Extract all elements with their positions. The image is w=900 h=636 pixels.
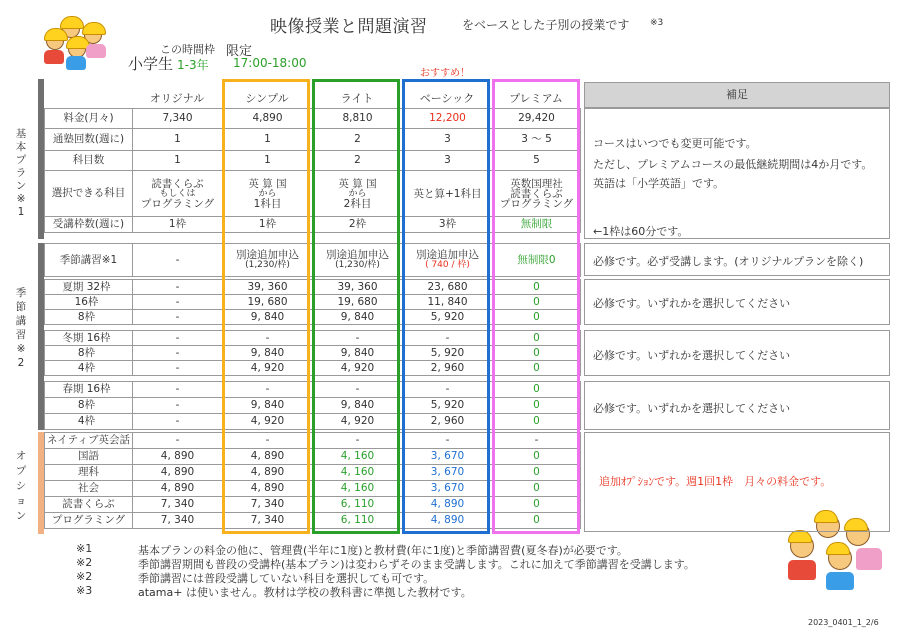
seasonal-row-value: 39, 360 (223, 280, 313, 295)
seasonal-row-value: 4, 920 (223, 414, 313, 430)
table-row (45, 382, 581, 398)
option-value: 3, 670 (403, 449, 493, 465)
supplement-summer (584, 279, 890, 325)
seasonal-row-value: 5, 920 (403, 398, 493, 414)
seasonal-row-label: 冬期 16枠 (45, 331, 133, 346)
option-value: - (493, 433, 581, 449)
option-label: ネイティブ英会話 (45, 433, 133, 449)
supplement-winter (584, 330, 890, 376)
seasonal-row-value: 19, 680 (223, 295, 313, 310)
selectable-value: 英 算 国 から 2科目 (313, 171, 403, 217)
supplement-line: 必修です。いずれかを選択してください (593, 349, 791, 362)
seasonal-row-value: - (133, 414, 223, 430)
table-row (45, 129, 581, 151)
option-value: 4, 160 (313, 449, 403, 465)
selectable-value: 読書くらぶ もしくは プログラミング (133, 171, 223, 217)
table-row (45, 497, 581, 513)
col-header-original: オリジナル (149, 91, 205, 105)
kid-face-icon (828, 546, 852, 570)
supplement-line: コースはいつでも変更可能です。 (593, 137, 757, 150)
option-value: 0 (493, 465, 581, 481)
seasonal-group-table (44, 330, 581, 376)
kid-face-icon (790, 534, 814, 558)
option-value: 4, 890 (133, 465, 223, 481)
col-header-premium: プレミアム (509, 91, 563, 105)
seasonal-row-value: - (223, 382, 313, 398)
subjects-label: 科目数 (45, 151, 133, 171)
seasonal-row-value: 23, 680 (403, 280, 493, 295)
seasonal-row-value: 0 (493, 346, 581, 361)
seasonal-row-value: - (403, 382, 493, 398)
visits-value: 3 ～ 5 (493, 129, 581, 151)
seasonal-row-label: 8枠 (45, 398, 133, 414)
seasonal-row-value: - (133, 398, 223, 414)
grade-label: 小学生 (128, 55, 174, 73)
seasonal-row-value: 39, 360 (313, 280, 403, 295)
seasonal-row-value: - (403, 331, 493, 346)
option-value: 7, 340 (133, 497, 223, 513)
time-range: 17:00-18:00 (233, 56, 307, 70)
seasonal-row-label: 4枠 (45, 414, 133, 430)
column-header-table (132, 88, 580, 108)
seasonal-row-value: 0 (493, 295, 581, 310)
seasonal-row-value: - (133, 310, 223, 325)
option-value: 4, 890 (133, 481, 223, 497)
seasonal-row-label: 8枠 (45, 310, 133, 325)
slots-value: 3枠 (403, 217, 493, 233)
table-row (45, 414, 581, 430)
option-value: 0 (493, 481, 581, 497)
visits-value: 1 (133, 129, 223, 151)
supplement-basic-box (584, 108, 890, 239)
supplement-spring (584, 381, 890, 430)
fee-value: 29,420 (493, 109, 581, 129)
slots-value: 無制限 (493, 217, 581, 233)
seasonal-row-value: 9, 840 (313, 398, 403, 414)
option-value: 4, 890 (133, 449, 223, 465)
subjects-value: 1 (223, 151, 313, 171)
option-value: - (313, 433, 403, 449)
seasonal-value: - (133, 244, 223, 277)
subjects-value: 2 (313, 151, 403, 171)
table-row (45, 398, 581, 414)
selectable-value: 英 算 国 から 1科目 (223, 171, 313, 217)
table-row (45, 244, 581, 277)
seasonal-row-value: 0 (493, 398, 581, 414)
basic-plan-table (44, 108, 581, 233)
seasonal-row-value: 0 (493, 280, 581, 295)
table-row (45, 481, 581, 497)
kid-face-icon (46, 32, 64, 50)
option-label: 理科 (45, 465, 133, 481)
seasonal-row-value: 9, 840 (313, 310, 403, 325)
seasonal-row-value: - (133, 346, 223, 361)
table-row (45, 280, 581, 295)
seasonal-row-value: 0 (493, 331, 581, 346)
seasonal-row-value: 5, 920 (403, 310, 493, 325)
table-row (45, 310, 581, 325)
grade-range: 1-3年 (177, 58, 209, 72)
selectable-value: 英数国理社 読書くらぶ プログラミング (493, 171, 581, 217)
seasonal-row-value: 2, 960 (403, 414, 493, 430)
subjects-value: 5 (493, 151, 581, 171)
option-value: - (403, 433, 493, 449)
page-subtitle: をベースとした子別の授業です (462, 18, 630, 32)
seasonal-row-value: 0 (493, 382, 581, 398)
table-row (45, 331, 581, 346)
seasonal-row-value: 9, 840 (223, 346, 313, 361)
supplement-line: 英語は「小学英語」です。 (593, 177, 725, 190)
seasonal-value: 別途追加申込 (1,230/枠) (313, 244, 403, 277)
supplement-line: 必修です。いずれかを選択してください (593, 297, 791, 310)
section-label-basic: 基本プラン※1 (15, 128, 27, 218)
option-value: 4, 890 (223, 481, 313, 497)
option-value: 3, 670 (403, 465, 493, 481)
seasonal-value: 無制限0 (493, 244, 581, 277)
seasonal-row-value: 5, 920 (403, 346, 493, 361)
option-value: 6, 110 (313, 497, 403, 513)
seasonal-row-value: 0 (493, 310, 581, 325)
seasonal-row-value: 4, 920 (313, 414, 403, 430)
seasonal-row-label: 春期 16枠 (45, 382, 133, 398)
slots-value: 2枠 (313, 217, 403, 233)
seasonal-row-value: 4, 920 (223, 361, 313, 376)
option-label: 読書くらぶ (45, 497, 133, 513)
fee-value: 7,340 (133, 109, 223, 129)
option-value: 7, 340 (223, 497, 313, 513)
visits-value: 1 (223, 129, 313, 151)
option-value: 4, 160 (313, 481, 403, 497)
table-row (45, 346, 581, 361)
option-value: 0 (493, 497, 581, 513)
option-value: 7, 340 (223, 513, 313, 529)
seasonal-row-value: - (133, 280, 223, 295)
option-value: 6, 110 (313, 513, 403, 529)
supplement-slot-note: ←1枠は60分です。 (593, 225, 689, 238)
recommend-label: おすすめ！ (420, 68, 471, 79)
option-label: 国語 (45, 449, 133, 465)
fee-value: 12,200 (403, 109, 493, 129)
seasonal-row-value: 19, 680 (313, 295, 403, 310)
seasonal-row-value: 4, 920 (313, 361, 403, 376)
table-row (45, 151, 581, 171)
supplement-line: 必修です。いずれかを選択してください (593, 402, 791, 415)
subjects-value: 1 (133, 151, 223, 171)
col-header-basic: ベーシック (419, 91, 475, 105)
seasonal-group-table (44, 381, 581, 430)
slots-value: 1枠 (133, 217, 223, 233)
slots-label: 受講枠数(週に) (45, 217, 133, 233)
option-value: 4, 890 (403, 497, 493, 513)
selectable-label: 選択できる科目 (45, 171, 133, 217)
seasonal-row-label: 夏期 32枠 (45, 280, 133, 295)
seasonal-row-value: - (313, 382, 403, 398)
document-id: 2023_0401_1_2/6 (808, 618, 879, 627)
supplement-option (584, 432, 890, 532)
visits-value: 3 (403, 129, 493, 151)
kids-illustration-top (40, 16, 110, 68)
seasonal-row-value: - (133, 295, 223, 310)
supplement-option-note: 追加ｵﾌﾟｼｮﾝです。週1回1枠 月々の料金です。 (599, 475, 832, 488)
table-row (45, 449, 581, 465)
option-value: 4, 890 (403, 513, 493, 529)
option-value: 7, 340 (133, 513, 223, 529)
seasonal-row-value: - (133, 331, 223, 346)
limit-label: この時間枠 (160, 43, 215, 56)
option-value: 4, 890 (223, 449, 313, 465)
option-value: 0 (493, 513, 581, 529)
seasonal-row-value: 11, 840 (403, 295, 493, 310)
supplement-seasonal-main (584, 243, 890, 276)
option-value: - (223, 433, 313, 449)
seasonal-row-value: - (133, 382, 223, 398)
seasonal-row-label: 16枠 (45, 295, 133, 310)
visits-value: 2 (313, 129, 403, 151)
option-value: 4, 160 (313, 465, 403, 481)
table-row (45, 361, 581, 376)
seasonal-row-value: 0 (493, 414, 581, 430)
subjects-value: 3 (403, 151, 493, 171)
option-value: 3, 670 (403, 481, 493, 497)
table-row (45, 109, 581, 129)
seasonal-value: 別途追加申込 (1,230/枠) (223, 244, 313, 277)
seasonal-row-value: 9, 840 (223, 310, 313, 325)
fee-value: 4,890 (223, 109, 313, 129)
supplement-line: ただし、プレミアムコースの最低継続期間は4か月です。 (593, 158, 873, 171)
option-label: プログラミング (45, 513, 133, 529)
section-label-seasonal: 季節講習※2 (15, 287, 27, 369)
section-label-option: オプション (15, 450, 27, 522)
option-value: - (133, 433, 223, 449)
options-table (44, 432, 581, 529)
visits-label: 通塾回数(週に) (45, 129, 133, 151)
fee-value: 8,810 (313, 109, 403, 129)
seasonal-row-label: 4枠 (45, 361, 133, 376)
table-row (45, 171, 581, 217)
seasonal-row-value: 0 (493, 361, 581, 376)
table-row (45, 465, 581, 481)
seasonal-group-table (44, 279, 581, 325)
seasonal-label: 季節講習※1 (45, 244, 133, 277)
subtitle-note: ※3 (650, 18, 664, 28)
seasonal-row-value: 2, 960 (403, 361, 493, 376)
option-value: 0 (493, 449, 581, 465)
page-title: 映像授業と問題演習 (270, 17, 428, 37)
seasonal-row-value: 9, 840 (313, 346, 403, 361)
table-row (45, 513, 581, 529)
seasonal-value: 別途追加申込 ( 740 / 枠) (403, 244, 493, 277)
supplement-header: 補足 (584, 82, 890, 108)
seasonal-row-value: - (313, 331, 403, 346)
slots-value: 1枠 (223, 217, 313, 233)
limit-word: 限定 (226, 44, 253, 59)
fee-label: 料金(月々) (45, 109, 133, 129)
option-value: 4, 890 (223, 465, 313, 481)
col-header-light: ライト (340, 91, 374, 105)
seasonal-row-value: - (133, 361, 223, 376)
selectable-value: 英と算+1科目 (403, 171, 493, 217)
seasonal-row-value: - (223, 331, 313, 346)
seasonal-main-table (44, 243, 581, 277)
col-header-simple: シンプル (245, 91, 289, 105)
table-row (45, 295, 581, 310)
option-label: 社会 (45, 481, 133, 497)
supplement-line: 必修です。必ず受講します。(オリジナルプランを除く) (593, 255, 864, 268)
seasonal-row-value: 9, 840 (223, 398, 313, 414)
seasonal-row-label: 8枠 (45, 346, 133, 361)
table-row (45, 217, 581, 233)
table-row (45, 433, 581, 449)
